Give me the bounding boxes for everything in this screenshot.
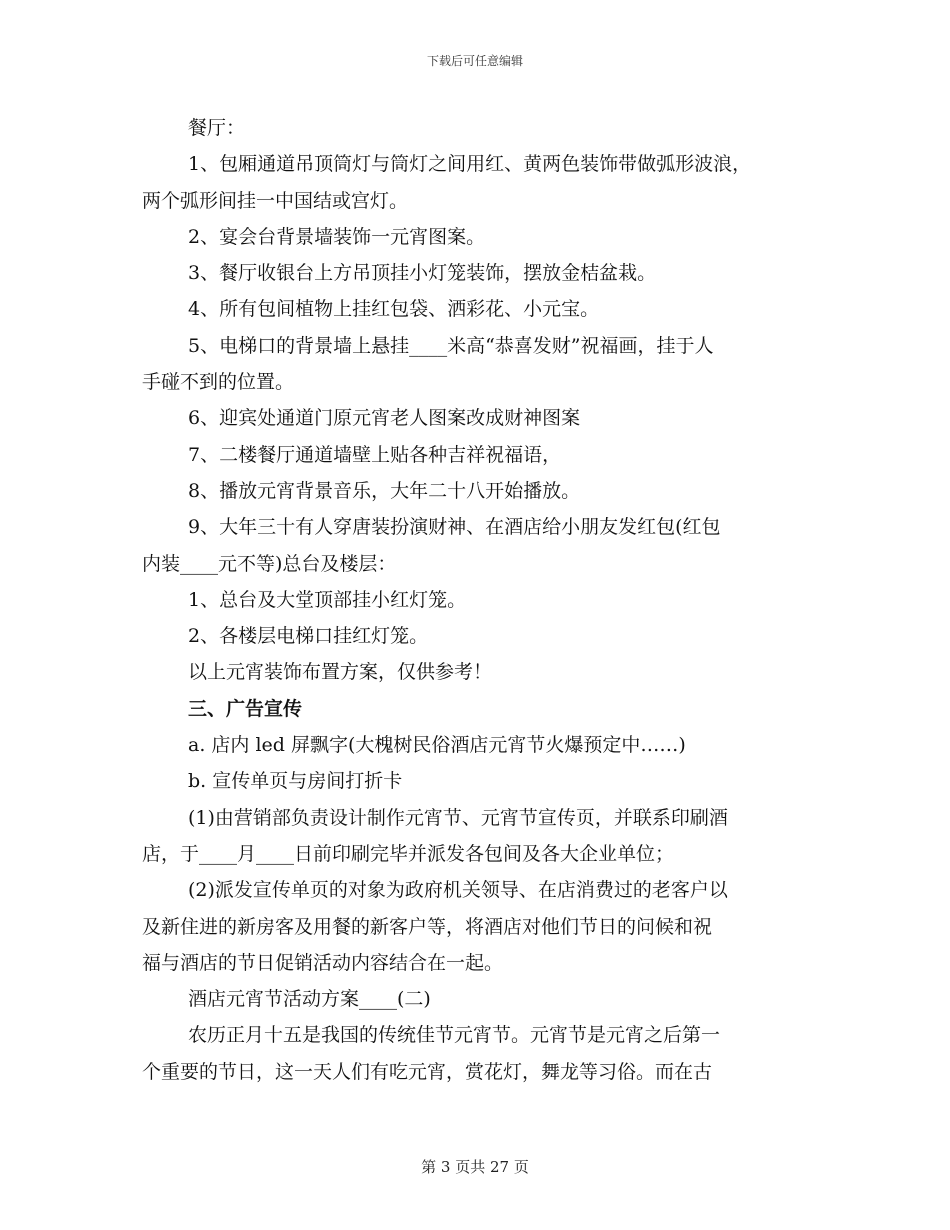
text-line: 2、各楼层电梯口挂红灯笼。 (188, 625, 429, 648)
document-body (142, 110, 822, 1090)
section-heading: 三、广告宣传 (188, 697, 303, 720)
text-line: 8、播放元宵背景音乐，大年二十八开始播放。 (188, 479, 581, 502)
page-footer: 第 3 页共 27 页 (421, 1158, 529, 1176)
text-line: (2)派发宣传单页的对象为政府机关领导、在店消费过的老客户以 (188, 879, 728, 902)
text-line: 福与酒店的节日促销活动内容结合在一起。 (142, 951, 504, 974)
text-line: a. 店内 led 屏飘字(大槐树民俗酒店元宵节火爆预定中……) (188, 734, 686, 757)
text-line: 9、大年三十有人穿唐装扮演财神、在酒店给小朋友发红包(红包 (188, 516, 721, 539)
text-line: 店，于____月____日前印刷完毕并派发各包间及各大企业单位； (142, 842, 675, 865)
text-line: 3、餐厅收银台上方吊顶挂小灯笼装饰，摆放金桔盆栽。 (188, 262, 657, 285)
text-line: 2、宴会台背景墙装饰一元宵图案。 (188, 225, 486, 248)
text-line: 两个弧形间挂一中国结或宫灯。 (142, 189, 409, 212)
text-line: 1、总台及大堂顶部挂小红灯笼。 (188, 588, 467, 611)
text-line: 酒店元宵节活动方案____(二) (188, 988, 431, 1011)
page-header: 下载后可任意编辑 (426, 54, 523, 68)
text-line: 7、二楼餐厅通道墙壁上贴各种吉祥祝福语， (188, 443, 562, 466)
text-line: 个重要的节日，这一天人们有吃元宵，赏花灯，舞龙等习俗。而在古 (142, 1060, 713, 1083)
text-line: 5、电梯口的背景墙上悬挂____米高“恭喜发财”祝福画，挂于人 (188, 334, 714, 357)
text-line: 以上元宵装饰布置方案，仅供参考！ (188, 661, 493, 684)
text-line: 内装____元不等)总台及楼层： (142, 552, 397, 575)
text-line: 手碰不到的位置。 (142, 371, 295, 394)
text-line: 1、包厢通道吊顶筒灯与筒灯之间用红、黄两色装饰带做弧形波浪， (188, 153, 752, 176)
text-line: 农历正月十五是我国的传统佳节元宵节。元宵节是元宵之后第一 (188, 1024, 721, 1047)
text-line: 及新住进的新房客及用餐的新客户等，将酒店对他们节日的问候和祝 (142, 915, 713, 938)
text-line: (1)由营销部负责设计制作元宵节、元宵节宣传页，并联系印刷酒 (188, 806, 728, 829)
text-line: b. 宣传单页与房间打折卡 (188, 770, 403, 793)
text-line: 4、所有包间植物上挂红包袋、洒彩花、小元宝。 (188, 298, 600, 321)
text-line: 6、迎宾处通道门原元宵老人图案改成财神图案 (188, 407, 581, 430)
text-line: 餐厅： (188, 117, 246, 139)
